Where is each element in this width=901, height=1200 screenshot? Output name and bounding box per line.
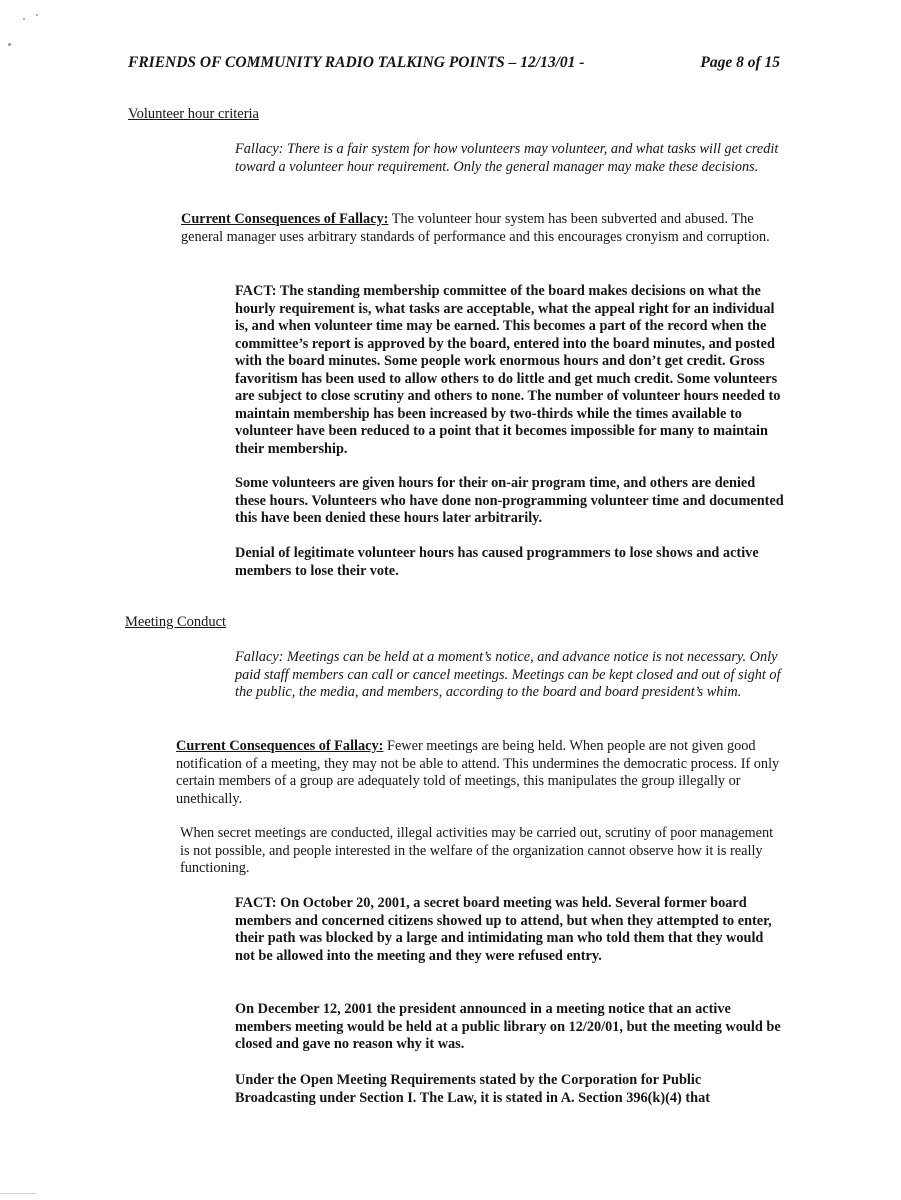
consequences-label: Current Consequences of Fallacy: — [181, 211, 389, 227]
fallacy-paragraph: Fallacy: Meetings can be held at a moment’s notice, and advance notice is not necessary. Only paid staff members can call or cancel meetings. Meetings can be kept closed and out of sight of the public, the media, and members, according to the board and board president’s whim. — [235, 649, 781, 700]
consequences-paragraph — [176, 738, 782, 808]
section-title-meeting-conduct: Meeting Conduct — [125, 614, 227, 630]
fact-paragraph: Under the Open Meeting Requirements stated by the Corporation for Public Broadcasting under Section I. The Law, it is stated in A. Section 396(k)(4) that — [235, 1072, 711, 1106]
fact-paragraph: FACT: On October 20, 2001, a secret board meeting was held. Several former board members and concerned citizens showed up to attend, but when they attempted to enter, their path was blocked by a large and intimidating man who told them that they would not be allowed into the meeting and they were refused entry. — [235, 895, 772, 964]
section-title-volunteer-hours: Volunteer hour criteria — [128, 106, 259, 122]
consequences-label: Current Consequences of Fallacy: — [176, 738, 384, 754]
consequences-text: The volunteer hour system has been subverted and abused. The general manager uses arbitrary standards of performance and this encourages cronyism and corruption. — [181, 211, 770, 245]
scan-speck — [23, 18, 25, 20]
consequences-text: Fewer meetings are being held. When people are not given good notification of a meeting, they may not be able to attend. This undermines the democratic process. If only certain members of a group are adequately told of meetings, this manipulates the group illegally or unethically. — [176, 738, 780, 807]
scan-speck — [36, 14, 38, 16]
fact-paragraph: Denial of legitimate volunteer hours has caused programmers to lose shows and active members to lose their vote. — [235, 545, 759, 579]
body-paragraph: When secret meetings are conducted, illegal activities may be carried out, scrutiny of poor management is not possible, and people interested in the welfare of the organization cannot observe how it is really functioning. — [180, 825, 774, 876]
header-title: FRIENDS OF COMMUNITY RADIO TALKING POINTS – 12/13/01 - — [128, 54, 585, 71]
page-header — [128, 54, 780, 72]
consequences-paragraph — [181, 211, 781, 246]
fallacy-paragraph: Fallacy: There is a fair system for how volunteers may volunteer, and what tasks will get credit toward a volunteer hour requirement. Only the general manager may make these decisions. — [235, 141, 779, 175]
scan-edge-line — [0, 1193, 36, 1194]
page-number: Page 8 of 15 — [700, 54, 780, 71]
fact-paragraph: FACT: The standing membership committee of the board makes decisions on what the hourly requirement is, what tasks are acceptable, what the appeal right for an individual is, and when volunteer time may be earned. This becomes a part of the record when the committee’s report is approved by the board, entered into the board minutes, and posted with the board minutes. Some people work enormous hours and don’t get credit. Gross favoritism has been used to allow others to do little and get much credit. Some volunteers are subject to close scrutiny and others to none. The number of volunteer hours needed to maintain membership has been increased by two-thirds while the times available to volunteer have been reduced to a point that it becomes impossible for many to maintain their membership. — [235, 283, 781, 457]
fact-paragraph: On December 12, 2001 the president announced in a meeting notice that an active members meeting would be held at a public library on 12/20/01, but the meeting would be closed and gave no reason why it was. — [235, 1001, 781, 1052]
fact-paragraph: Some volunteers are given hours for their on-air program time, and others are denied these hours. Volunteers who have done non-programming volunteer time and documented this have been denied these hours later arbitrarily. — [235, 475, 784, 526]
scan-speck — [8, 43, 11, 46]
